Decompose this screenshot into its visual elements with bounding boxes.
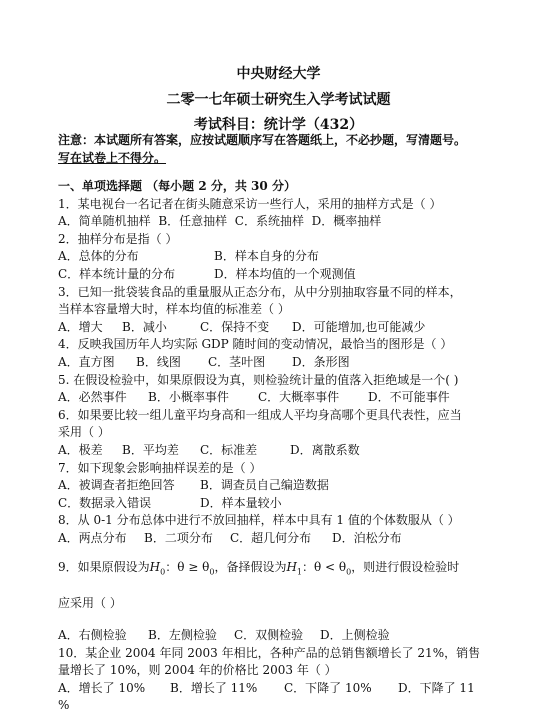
- question-8-stem: 8．从 0-1 分布总体中进行不放回抽样，样本中具有 1 值的个体数服从（ ）: [58, 513, 460, 528]
- q5-option-b: B．小概率事件: [148, 390, 229, 405]
- q8-option-c: C．超几何分布: [230, 530, 312, 545]
- q5-option-a: A．必然事件: [58, 390, 127, 405]
- q8-option-a: A．两点分布: [58, 530, 127, 545]
- question-9-stem: [58, 559, 498, 581]
- q9-stem-mid: ，备择假设为: [214, 560, 287, 575]
- q1-option-b: B．任意抽样: [158, 214, 228, 229]
- q4-option-a: A．直方图: [58, 354, 115, 369]
- q2-option-a: A．总体的分布: [58, 249, 139, 264]
- question-6-options: [58, 442, 498, 460]
- exam-title: 二零一七年硕士研究生入学考试试题: [166, 92, 391, 108]
- question-5-stem: 5. 在假设检验中，如果原假设为真，则检验统计量的值落入拒绝域是一个( ): [58, 372, 459, 387]
- question-2-options-row2: [58, 266, 498, 284]
- question-10-stem: 10．某企业 2004 年同 2003 年相比，各种产品的总销售额增长了 21%，销售: [58, 645, 481, 660]
- q7-option-a: A．被调查者拒绝回答: [58, 478, 175, 493]
- q3-option-a: A．增大: [58, 319, 103, 334]
- q7-option-b: B．调查员自己编造数据: [200, 478, 329, 493]
- q3-option-d: D．可能增加,也可能减少: [292, 319, 426, 334]
- q1-option-d: D．概率抽样: [311, 214, 382, 229]
- q9-h1-rel: ：θ < θ: [302, 560, 347, 575]
- school-name: 中央财经大学: [236, 66, 321, 82]
- q9-h0-rel-sub: 0: [209, 567, 215, 577]
- q3-option-c: C．保持不变: [200, 319, 270, 334]
- q9-h1-sub: 1: [296, 567, 303, 577]
- q6-option-a: A．极差: [58, 442, 103, 457]
- q4-option-b: B．线图: [136, 354, 181, 369]
- q6-option-c: C．标准差: [200, 442, 258, 457]
- q8-option-d: D．泊松分布: [332, 530, 402, 545]
- exam-notice: [58, 131, 498, 167]
- q9-h1-rel-sub: 0: [346, 567, 352, 577]
- question-2-options-row1: [58, 248, 498, 266]
- q4-option-d: D．条形图: [292, 354, 350, 369]
- question-10-stem-2: 量增长了 10%，则 2004 年的价格比 2003 年（ ）: [58, 663, 337, 678]
- question-1-stem: 1．某电视台一名记者在街头随意采访一些行人，采用的抽样方式是（ ）: [58, 196, 442, 211]
- q9-h0-rel: ：θ ≥ θ: [165, 560, 210, 575]
- question-1-options: [58, 213, 498, 231]
- q9-option-b: B．左侧检验: [148, 628, 217, 643]
- q2-option-d: D．样本均值的一个观测值: [214, 266, 356, 281]
- q2-option-b: B．样本自身的分布: [214, 249, 319, 264]
- q3-option-b: B．减小: [122, 319, 167, 334]
- notice-line-2: 写在试卷上不得分。: [58, 151, 167, 165]
- question-9-stem-2: 应采用（ ）: [58, 596, 122, 611]
- q9-h1: H: [286, 560, 297, 575]
- question-7-stem: 7．如下现象会影响抽样误差的是（ ）: [58, 460, 262, 475]
- q9-h0-sub: 0: [160, 567, 166, 577]
- question-6-stem-2: 采用（ ）: [58, 425, 110, 440]
- q9-option-d: D．上侧检验: [320, 628, 390, 643]
- exam-subject: 考试科目：统计学（432）: [193, 117, 364, 133]
- notice-line-1: 注意：本试题所有答案，应按试题顺序写在答题纸上，不必抄题，写清题号。: [58, 133, 467, 147]
- q10-option-d: D．下降了 11: [398, 680, 475, 695]
- q9-stem-pre: 9．如果原假设为: [58, 560, 150, 575]
- q2-option-c: C．样本统计量的分布: [58, 266, 176, 281]
- q1-option-a: A．简单随机抽样: [58, 214, 151, 229]
- q10-option-b: B．增长了 11%: [170, 680, 258, 695]
- q7-option-c: C．数据录入错误: [58, 495, 152, 510]
- q10-option-c: C．下降了 10%: [284, 680, 372, 695]
- q6-option-d: D．离散系数: [290, 442, 360, 457]
- question-3-options: [58, 319, 498, 337]
- question-7-options-row2: [58, 495, 498, 513]
- q6-option-b: B．平均差: [122, 442, 179, 457]
- question-4-options: [58, 354, 498, 372]
- q9-stem-post: ，则进行假设检验时: [351, 560, 460, 575]
- section-heading: 一、单项选择题 （每小题 2 分，共 30 分）: [58, 179, 296, 193]
- q7-option-d: D．样本量较小: [200, 495, 282, 510]
- q5-option-d: D．不可能事件: [368, 390, 450, 405]
- q5-option-c: C．大概率事件: [258, 390, 340, 405]
- q9-option-a: A．右侧检验: [58, 628, 127, 643]
- question-5-options: [58, 389, 498, 407]
- question-10-overflow: %: [58, 698, 70, 713]
- question-2-stem: 2．抽样分布是指（ ）: [58, 231, 178, 246]
- q9-h0: H: [149, 560, 161, 575]
- q1-option-c: C．系统抽样: [234, 214, 304, 229]
- question-list: [58, 178, 498, 715]
- q9-option-c: C．双侧检验: [234, 628, 304, 643]
- question-7-options-row1: [58, 477, 498, 495]
- q8-option-b: B．二项分布: [144, 530, 213, 545]
- question-4-stem: 4．反映我国历年人均实际 GDP 随时间的变动情况，最恰当的图形是（ ）: [58, 337, 453, 352]
- question-8-options: [58, 530, 498, 548]
- question-3-stem-2: 当样本容量增大时，样本均值的标准差（ ）: [58, 302, 290, 317]
- question-3-stem: 3．已知一批袋装食品的重量服从正态分布，从中分别抽取容量不同的样本，: [58, 284, 462, 299]
- question-6-stem: 6．如果要比较一组儿童平均身高和一组成人平均身高哪个更具代表性，应当: [58, 407, 462, 422]
- q10-option-a: A．增长了 10%: [58, 680, 146, 695]
- question-9-options: [58, 627, 498, 645]
- q4-option-c: C．茎叶图: [208, 354, 266, 369]
